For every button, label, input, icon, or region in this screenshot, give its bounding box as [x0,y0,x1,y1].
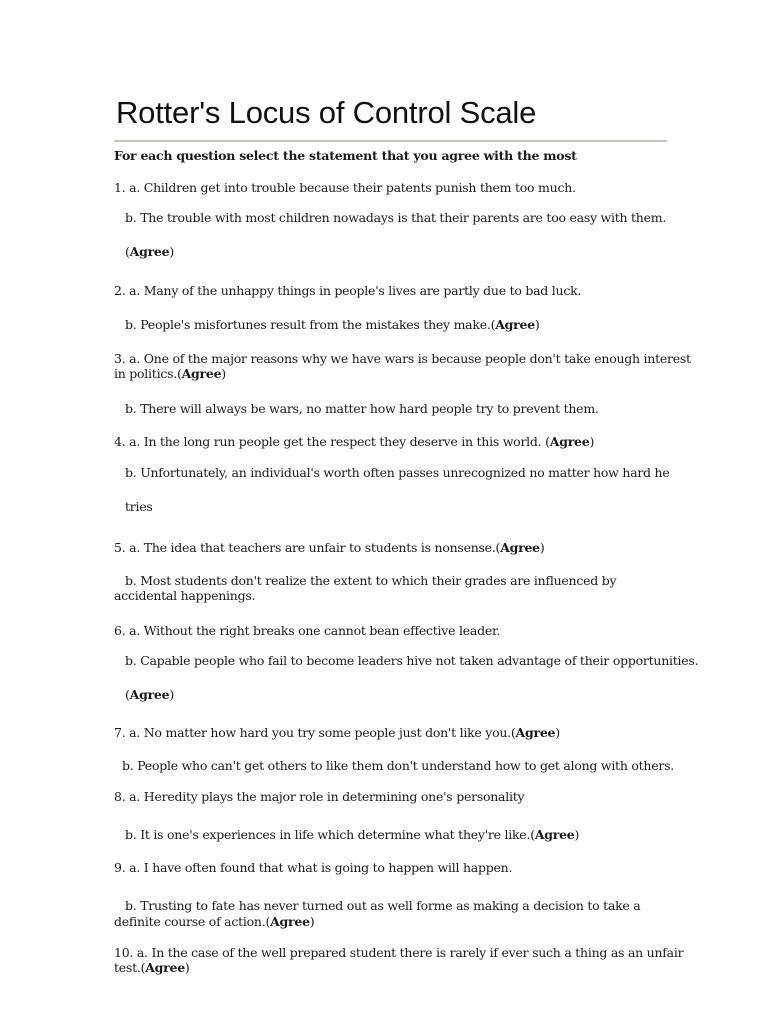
question-1-option-a: 1. a. Children get into trouble because their patents punish them too much. [114,180,576,195]
option-text: in politics. [114,366,177,381]
question-3-option-a-line-1: 3. a. One of the major reasons why we have wars is because people don't take enough interest [114,351,691,366]
option-text: b. It is one's experiences in life which determine what they're like. [125,827,531,842]
option-text: b. People's misfortunes result from the mistakes they make. [125,317,491,332]
question-9-option-a: 9. a. I have often found that what is going to happen will happen. [114,860,513,875]
page-title: Rotter's Locus of Control Scale [116,95,537,130]
question-6-agree-marker: (Agree) [125,687,174,702]
question-7-option-a: 7. a. No matter how hard you try some people just don't like you.(Agree) [114,725,560,740]
agree-label: Agree [129,244,170,259]
question-2-option-a: 2. a. Many of the unhappy things in people's lives are partly due to bad luck. [114,283,582,298]
instructions: For each question select the statement that you agree with the most [114,148,577,163]
agree-label: Agree [145,960,185,975]
agree-label: Agree [129,687,170,702]
question-4-option-b-line-1: b. Unfortunately, an individual's worth often passes unrecognized no matter how hard he [125,465,670,480]
question-5-option-a: 5. a. The idea that teachers are unfair to students is nonsense.(Agree) [114,540,545,555]
question-6-option-b: b. Capable people who fail to become leaders hive not taken advantage of their opportunities. [125,653,699,668]
question-7-option-b: b. People who can't get others to like them don't understand how to get along with others. [122,758,674,773]
option-text: definite course of action. [114,914,266,929]
question-5-option-b-line-1: b. Most students don't realize the extent to which their grades are influenced by [125,573,617,588]
option-text: 5. a. The idea that teachers are unfair to students is nonsense. [114,540,496,555]
option-text: test. [114,960,141,975]
agree-label: Agree [270,914,310,929]
option-text: 7. a. No matter how hard you try some people just don't like you. [114,725,511,740]
question-10-option-a-line-1: 10. a. In the case of the well prepared student there is rarely if ever such a thing as an unfair [114,945,684,960]
agree-label: Agree [515,725,556,740]
question-10-option-a-line-2: test.(Agree) [114,960,190,975]
question-6-option-a: 6. a. Without the right breaks one cannot bean effective leader. [114,623,501,638]
question-8-option-b: b. It is one's experiences in life which determine what they're like.(Agree) [125,827,580,842]
question-4-option-b-line-2: tries [125,499,153,514]
question-3-option-a-line-2: in politics.(Agree) [114,366,226,381]
question-2-option-b: b. People's misfortunes result from the mistakes they make.(Agree) [125,317,540,332]
question-3-option-b: b. There will always be wars, no matter how hard people try to prevent them. [125,401,599,416]
question-1-option-b: b. The trouble with most children nowadays is that their parents are too easy with them. [125,210,667,225]
question-5-option-b-line-2: accidental happenings. [114,588,256,603]
question-9-option-b-line-1: b. Trusting to fate has never turned out as well forme as making a decision to take a [125,898,641,913]
question-1-agree-marker: (Agree) [125,244,174,259]
question-4-option-a: 4. a. In the long run people get the respect they deserve in this world. (Agree) [114,434,595,449]
title-divider [114,140,667,142]
agree-label: Agree [495,317,535,332]
agree-label: Agree [534,827,575,842]
question-9-option-b-line-2: definite course of action.(Agree) [114,914,315,929]
option-text: 4. a. In the long run people get the respect they deserve in this world. [114,434,546,449]
agree-label: Agree [500,540,540,555]
agree-label: Agree [549,434,590,449]
question-8-option-a: 8. a. Heredity plays the major role in determining one's personality [114,789,525,804]
agree-label: Agree [181,366,222,381]
